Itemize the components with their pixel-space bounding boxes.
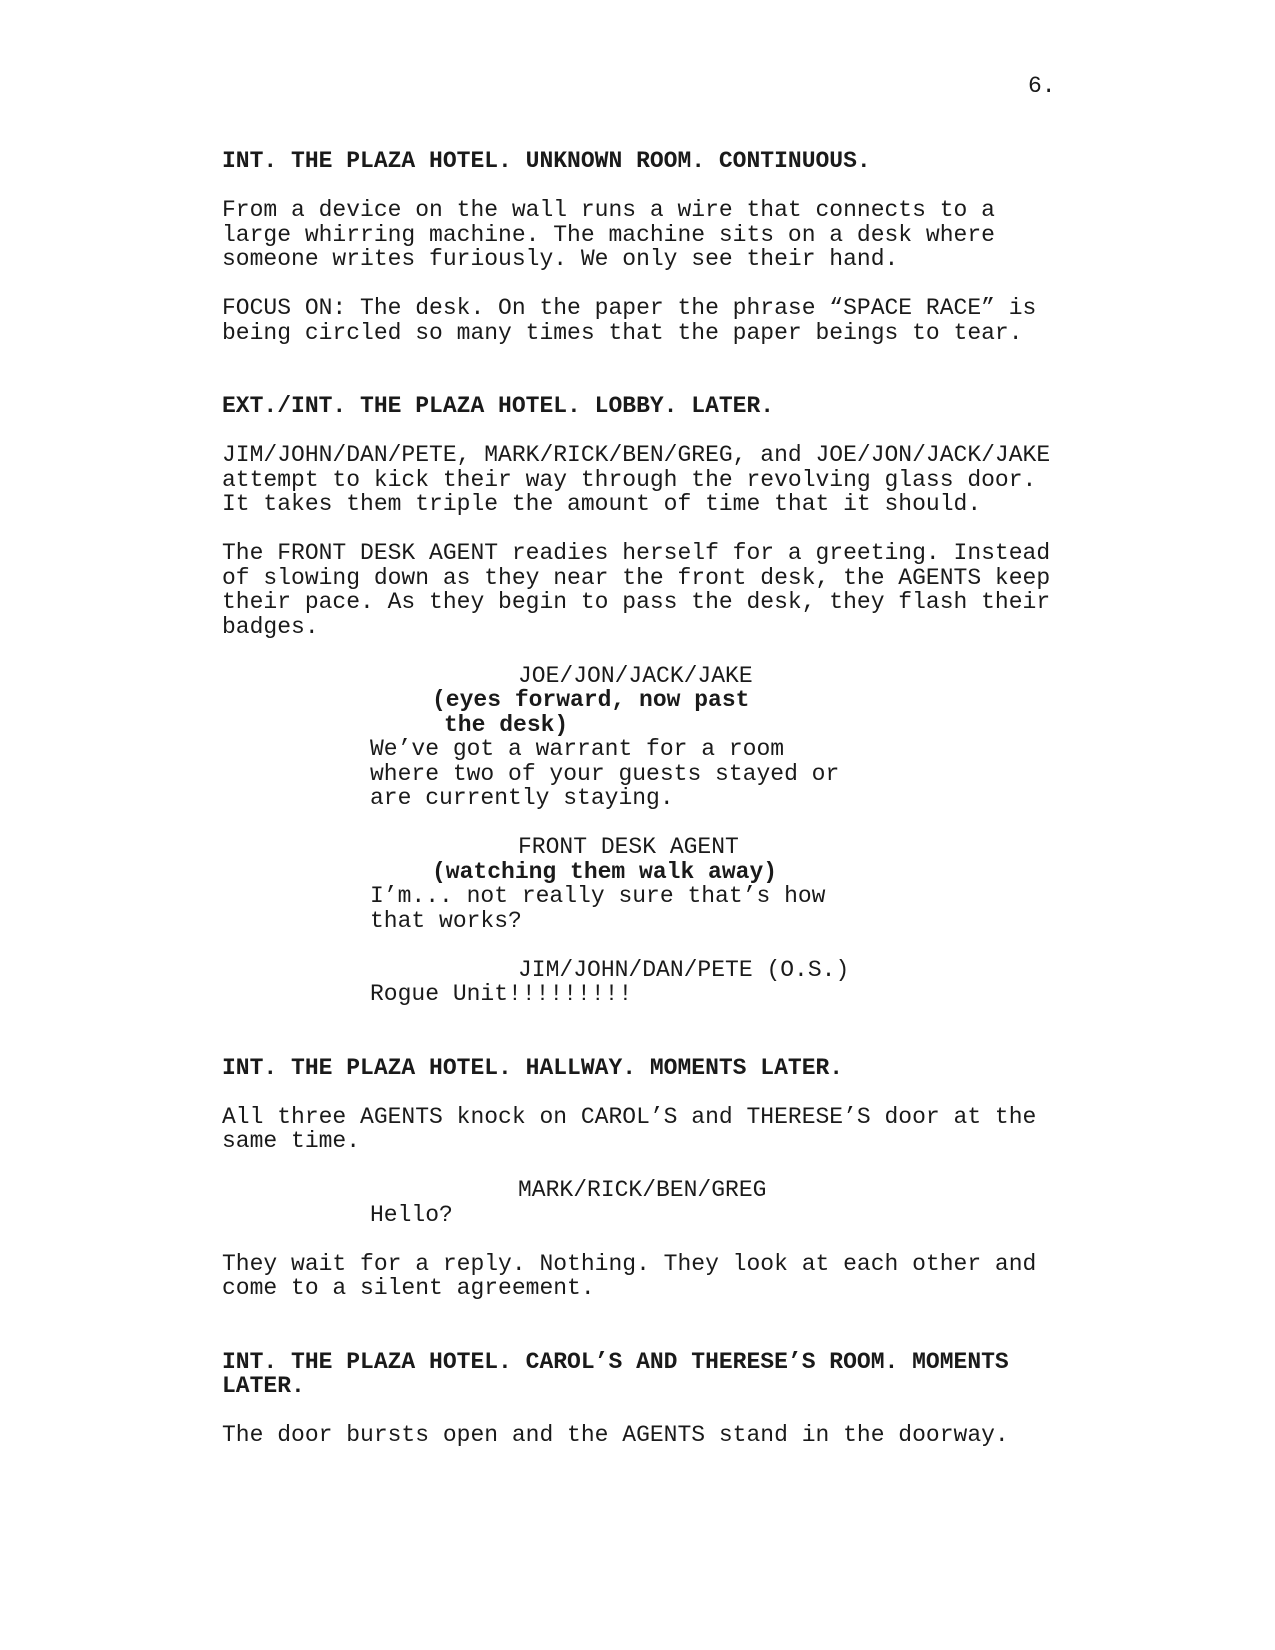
- character-name: FRONT DESK AGENT: [518, 834, 739, 860]
- dialogue-line: Rogue Unit!!!!!!!!!: [370, 981, 633, 1007]
- action-line: All three AGENTS knock on CAROL’S and THERESE’S door at the: [222, 1103, 1037, 1130]
- action-paragraph: [222, 296, 1122, 345]
- action-line: badges.: [222, 613, 319, 640]
- character-name: MARK/RICK/BEN/GREG: [518, 1177, 767, 1203]
- dialogue-line: Hello?: [370, 1201, 453, 1228]
- action-paragraph: [222, 1105, 1122, 1154]
- dialogue-block: [222, 664, 1122, 811]
- action-line: From a device on the wall runs a wire that connects to a: [222, 197, 995, 223]
- scene-heading: INT. THE PLAZA HOTEL. HALLWAY. MOMENTS LATER.: [222, 1054, 844, 1081]
- action-paragraph: [222, 443, 1122, 517]
- parenthetical: the desk): [444, 711, 569, 738]
- action-line: attempt to kick their way through the revolving glass door.: [222, 466, 1037, 493]
- action-line: someone writes furiously. We only see their hand.: [222, 246, 899, 272]
- action-line: of slowing down as they near the front desk, the AGENTS keep: [222, 564, 1051, 591]
- parenthetical: (watching them walk away): [432, 858, 778, 885]
- action-line: They wait for a reply. Nothing. They look at each other and: [222, 1250, 1037, 1277]
- character-name: JOE/JON/JACK/JAKE: [518, 662, 753, 689]
- action-paragraph: [222, 1423, 1122, 1448]
- action-line: same time.: [222, 1128, 361, 1154]
- dialogue-line: that works?: [370, 907, 522, 934]
- action-line: come to a silent agreement.: [222, 1275, 595, 1301]
- action-line: The door bursts open and the AGENTS stand in the doorway.: [222, 1422, 1009, 1448]
- action-line: large whirring machine. The machine sits on a desk where: [222, 221, 995, 248]
- action-paragraph: [222, 541, 1122, 639]
- scene-heading: EXT./INT. THE PLAZA HOTEL. LOBBY. LATER.: [222, 393, 775, 419]
- action-paragraph: [222, 1252, 1122, 1301]
- dialogue-line: I’m... not really sure that’s how: [370, 883, 826, 909]
- scene-heading-line: LATER.: [222, 1373, 305, 1399]
- parenthetical: (eyes forward, now past: [432, 687, 750, 713]
- scene-heading: [222, 1350, 1122, 1399]
- screenplay-content: [222, 149, 1122, 1448]
- scene-heading: INT. THE PLAZA HOTEL. UNKNOWN ROOM. CONTINUOUS.: [222, 148, 871, 174]
- action-line: It takes them triple the amount of time that it should.: [222, 491, 982, 517]
- action-line: JIM/JOHN/DAN/PETE, MARK/RICK/BEN/GREG, and JOE/JON/JACK/JAKE: [222, 442, 1051, 468]
- dialogue-line: We’ve got a warrant for a room: [370, 736, 785, 762]
- dialogue-block: [222, 1178, 1122, 1227]
- page-number: 6.: [1028, 73, 1056, 99]
- dialogue-block: [222, 835, 1122, 933]
- action-line: FOCUS ON: The desk. On the paper the phrase “SPACE RACE” is: [222, 295, 1037, 321]
- scene-heading-line: INT. THE PLAZA HOTEL. CAROL’S AND THERESE’S ROOM. MOMENTS: [222, 1348, 1009, 1375]
- action-paragraph: [222, 198, 1122, 272]
- action-line: their pace. As they begin to pass the desk, they flash their: [222, 589, 1051, 615]
- dialogue-block: [222, 958, 1122, 1007]
- dialogue-line: are currently staying.: [370, 785, 674, 811]
- action-line: The FRONT DESK AGENT readies herself for a greeting. Instead: [222, 540, 1051, 566]
- character-name: JIM/JOHN/DAN/PETE (O.S.): [518, 956, 850, 983]
- action-line: being circled so many times that the paper beings to tear.: [222, 319, 1023, 346]
- dialogue-line: where two of your guests stayed or: [370, 760, 840, 787]
